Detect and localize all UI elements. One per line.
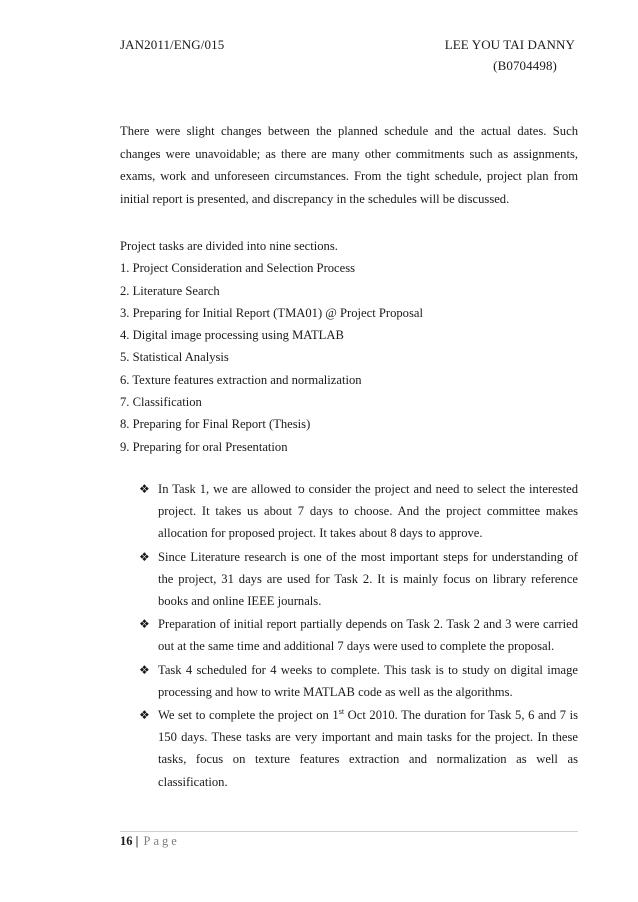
header-student-id: (B0704498): [493, 58, 557, 73]
diamond-bullet-icon: ❖: [139, 617, 150, 632]
task-item: 6. Texture features extraction and normalization: [120, 372, 362, 387]
bullet-item: [139, 613, 578, 657]
bullet-text: Task 4 scheduled for 4 weeks to complete. This task is to study on digital image processing and how to write MATLAB code as well as the algorithms.: [158, 662, 578, 699]
task-item: 9. Preparing for oral Presentation: [120, 439, 288, 454]
bullet-item: [139, 546, 578, 613]
task-item: 5. Statistical Analysis: [120, 350, 229, 365]
bullet-text: Since Literature research is one of the most important steps for understanding of the project, 31 days are used for Task 2. It is mainly focus on library reference books and online IEEE journals.: [158, 549, 578, 608]
bullet-item: [139, 478, 578, 545]
task-item: 4. Digital image processing using MATLAB: [120, 328, 344, 343]
bullet-text: In Task 1, we are allowed to consider the project and need to select the interested project. It takes us about 7 days to choose. And the project committee makes allocation for proposed project. It takes about 8 days to approve.: [158, 481, 578, 541]
task-item: 1. Project Consideration and Selection Process: [120, 261, 356, 276]
page-footer: [120, 834, 180, 849]
header-document-code: JAN2011/ENG/015: [120, 37, 225, 52]
diamond-bullet-icon: ❖: [139, 708, 150, 722]
diamond-bullet-icon: ❖: [139, 481, 150, 496]
page-number: 16: [120, 834, 133, 848]
paragraph-text: There were slight changes between the planned schedule and the actual dates. Such changes were unavoidable; as there are many other commitments such as assignments, exams, work and unforeseen circumstances. From the tight schedule, project plan from initial report is presented, and discrepancy in the schedules will be discussed.: [120, 124, 578, 206]
diamond-bullet-icon: ❖: [139, 662, 150, 677]
bullet-item: [139, 704, 578, 793]
header-author-name: LEE YOU TAI DANNY: [444, 37, 575, 52]
bullet-list: [120, 478, 578, 793]
task-item: 2. Literature Search: [120, 283, 220, 298]
task-list-heading: Project tasks are divided into nine sections.: [120, 239, 338, 253]
footer-divider: [120, 831, 578, 832]
bullet-item: [139, 659, 578, 703]
task-item: 8. Preparing for Final Report (Thesis): [120, 417, 311, 432]
page-body: [120, 120, 578, 794]
footer-separator: |: [132, 834, 142, 848]
diamond-bullet-icon: ❖: [139, 549, 150, 564]
bullet-text: Preparation of initial report partially depends on Task 2. Task 2 and 3 were carried out at the same time and additional 7 days were used to complete the proposal.: [158, 617, 578, 654]
task-list: [120, 235, 578, 458]
header-author: [440, 37, 575, 74]
bullet-text: [158, 708, 578, 789]
task-item: 7. Classification: [120, 395, 202, 410]
page-label: Page: [143, 834, 180, 848]
intro-paragraph: [120, 120, 578, 210]
task-item: 3. Preparing for Initial Report (TMA01) @ Project Proposal: [120, 305, 423, 320]
ordinal-suffix: st: [338, 706, 345, 716]
bullet-text-start: We set to complete the project on 1: [158, 708, 339, 722]
bullet-text-end: Oct 2010. The duration for Task 5, 6 and 7 is 150 days. These tasks are very important and main tasks for the project. In these tasks, focus on texture features extraction and normalization as well as classification.: [158, 708, 578, 789]
